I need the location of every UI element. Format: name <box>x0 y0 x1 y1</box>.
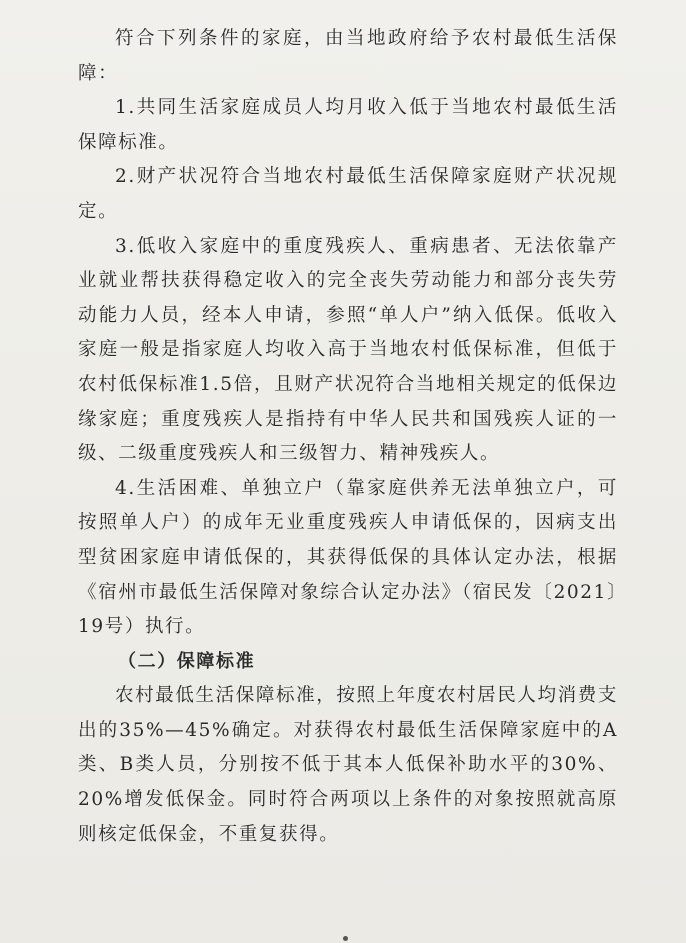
page-dot-mark <box>343 936 348 941</box>
condition-3-paragraph: 3.低收入家庭中的重度残疾人、重病患者、无法依靠产业就业帮扶获得稳定收入的完全丧失劳动能力和部分丧失劳动能力人员，经本人申请，参照“单人户”纳入低保。低收入家庭一般是指家庭人均收入高于当地农村低保标准，但低于农村低保标准1.5倍，且财产状况符合当地相关规定的低保边缘家庭；重度残疾人是指持有中华人民共和国残疾人证的一级、二级重度残疾人和三级智力、精神残疾人。 <box>78 235 618 465</box>
section-heading: （二）保障标准 <box>118 650 256 672</box>
standard-paragraph: 农村最低生活保障标准，按照上年度农村居民人均消费支出的35%—45%确定。对获得农村最低生活保障家庭中的A类、B类人员，分别按不低于其本人低保补助水平的30%、20%增发低保金。同时符合两项以上条件的对象按照就高原则核定低保金，不重复获得。 <box>78 685 618 845</box>
condition-2-paragraph: 2.财产状况符合当地农村最低生活保障家庭财产状况规定。 <box>78 166 618 222</box>
condition-1-paragraph: 1.共同生活家庭成员人均月收入低于当地农村最低生活保障标准。 <box>78 97 618 153</box>
document-body <box>78 22 618 852</box>
intro-paragraph: 符合下列条件的家庭，由当地政府给予农村最低生活保障： <box>78 28 618 84</box>
condition-4-paragraph: 4.生活困难、单独立户（靠家庭供养无法单独立户，可按照单人户）的成年无业重度残疾人申请低保的，因病支出型贫困家庭申请低保的，其获得低保的具体认定办法，根据《宿州市最低生活保障对象综合认定办法》（宿民发〔2021〕19号）执行。 <box>78 477 618 638</box>
